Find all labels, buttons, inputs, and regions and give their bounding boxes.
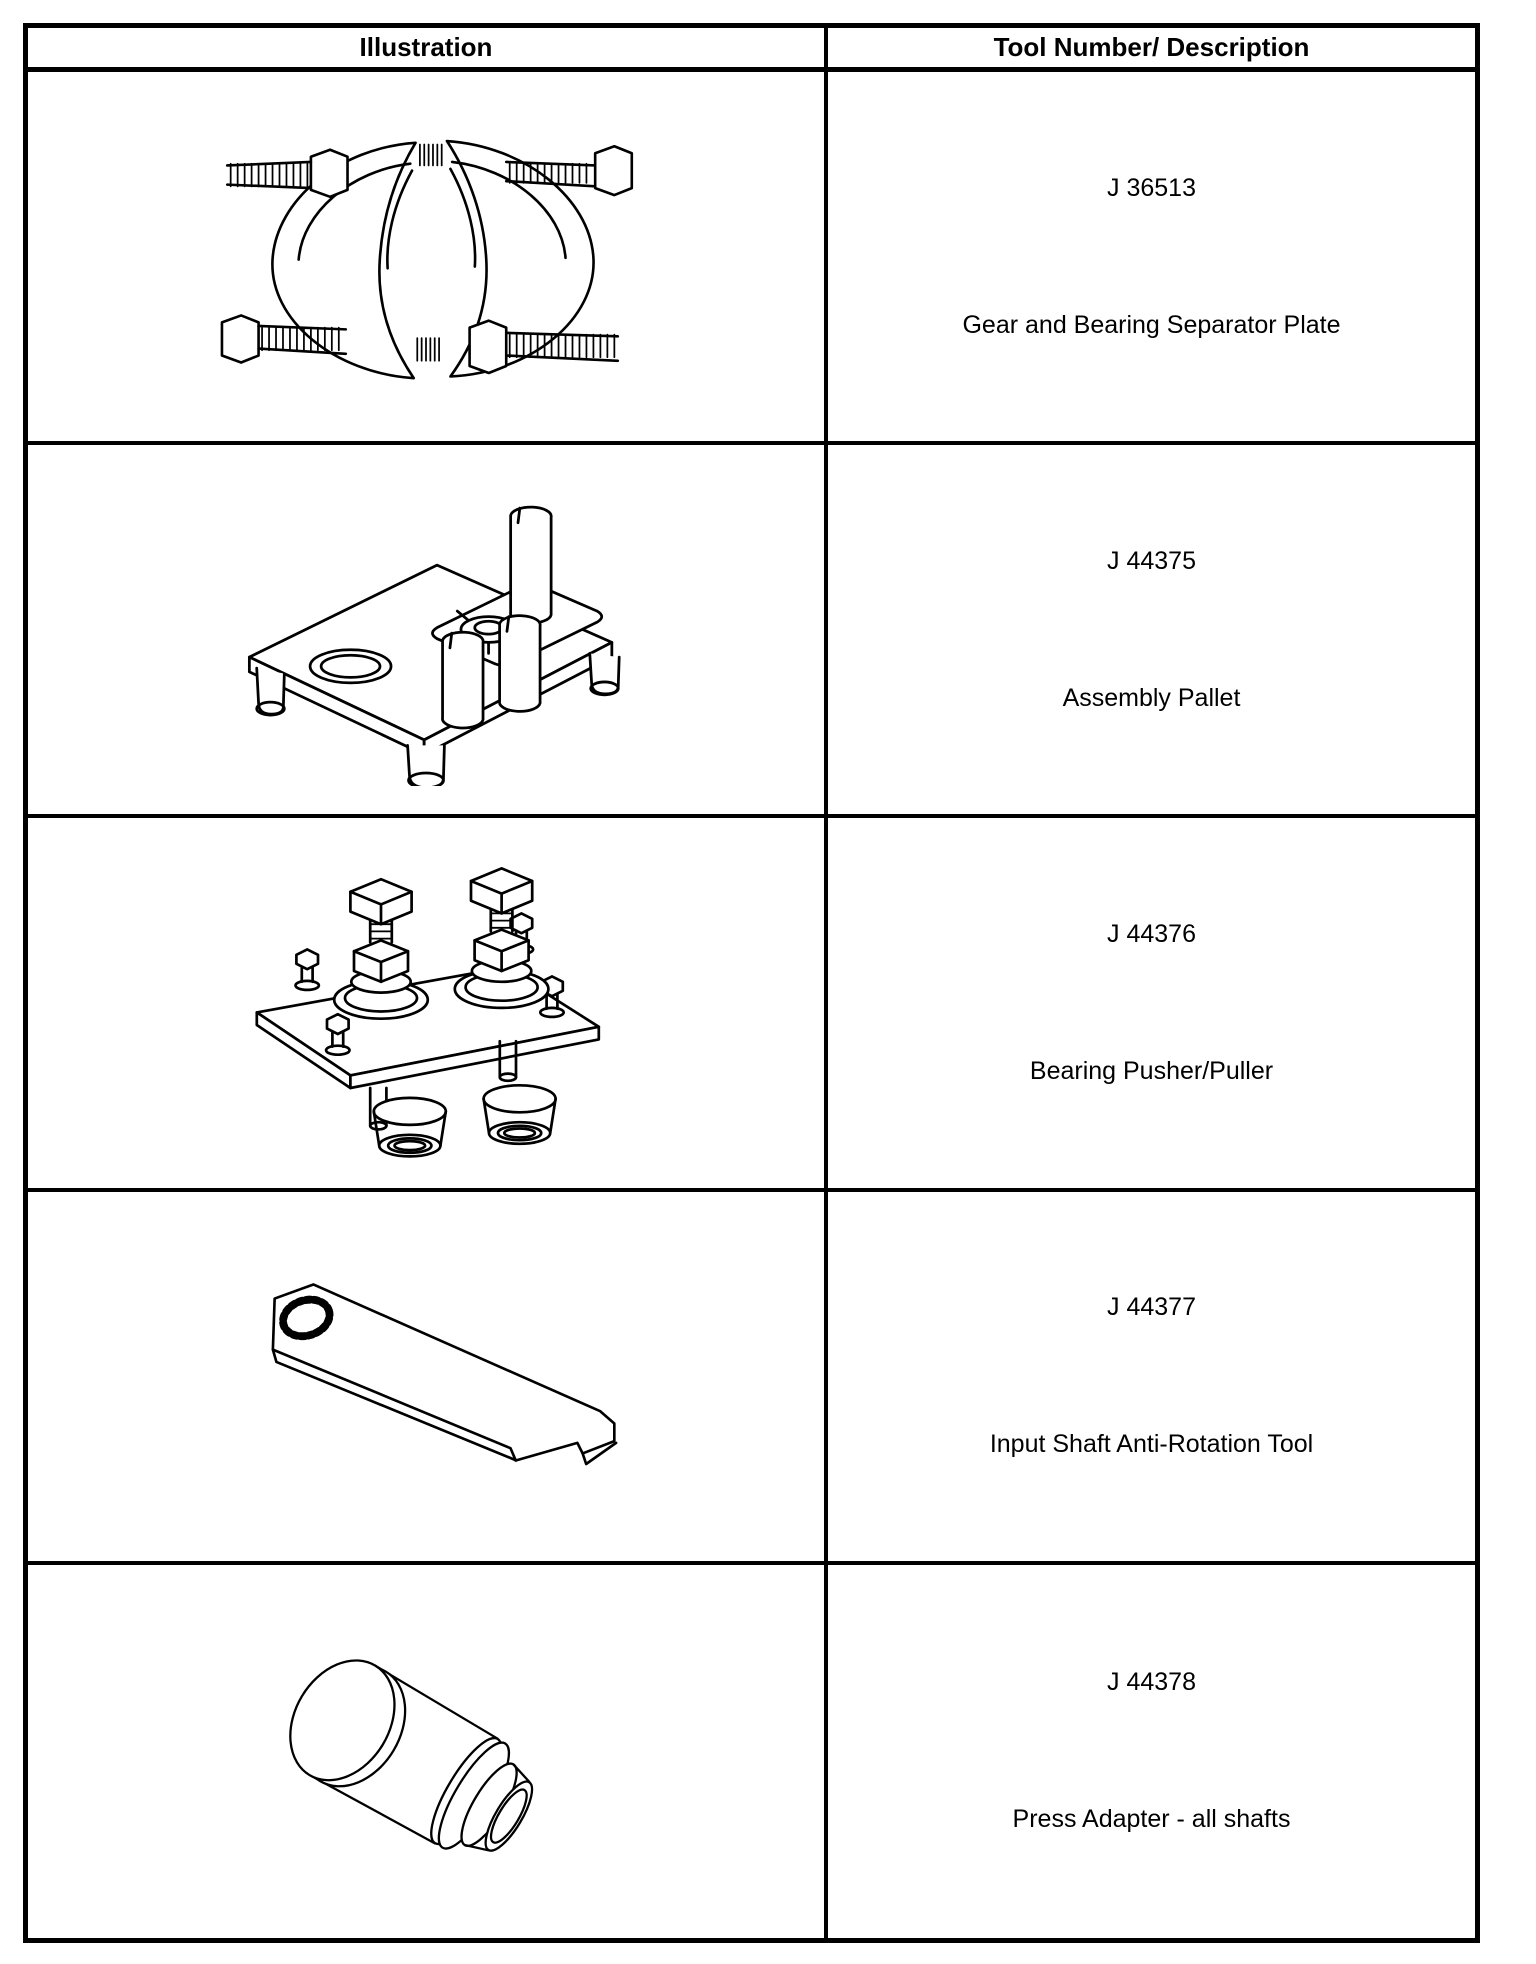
table-row-2-tool-cell (828, 445, 1475, 818)
table-row-4-illustration-cell (28, 1192, 828, 1565)
tool-description: Bearing Pusher/Puller (1029, 1056, 1274, 1085)
table-row-4-tool-cell (828, 1192, 1475, 1565)
table-row-5-illustration-cell (28, 1565, 828, 1938)
table-row-1-illustration-cell (28, 72, 828, 445)
tool-description: Assembly Pallet (1062, 683, 1241, 712)
column-header-illustration (28, 28, 828, 72)
press-adapter-icon (236, 1626, 616, 1877)
table-row-3-tool-cell (828, 818, 1475, 1191)
gear-and-bearing-separator-plate-icon (208, 113, 644, 401)
column-header-tool-label: Tool Number/ Description (993, 32, 1310, 62)
bearing-pusher-puller-icon (201, 845, 651, 1160)
table-row-2-illustration-cell (28, 445, 828, 818)
tool-number: J 44378 (1107, 1668, 1196, 1697)
column-header-illustration-label: Illustration (359, 32, 493, 62)
tool-description: Input Shaft Anti-Rotation Tool (989, 1430, 1314, 1459)
tool-number: J 44375 (1107, 546, 1196, 575)
tool-description: Press Adapter - all shafts (1012, 1805, 1291, 1834)
input-shaft-anti-rotation-tool-icon (206, 1244, 646, 1508)
tool-number: J 44377 (1107, 1293, 1196, 1322)
tool-number: J 36513 (1107, 173, 1196, 202)
table-row-3-illustration-cell (28, 818, 828, 1191)
table-row-5-tool-cell (828, 1565, 1475, 1938)
column-header-tool-number-description (828, 28, 1475, 72)
assembly-pallet-icon (196, 473, 656, 786)
special-tools-table (23, 23, 1480, 1943)
tool-description: Gear and Bearing Separator Plate (962, 310, 1341, 339)
table-row-1-tool-cell (828, 72, 1475, 445)
tool-number: J 44376 (1107, 919, 1196, 948)
